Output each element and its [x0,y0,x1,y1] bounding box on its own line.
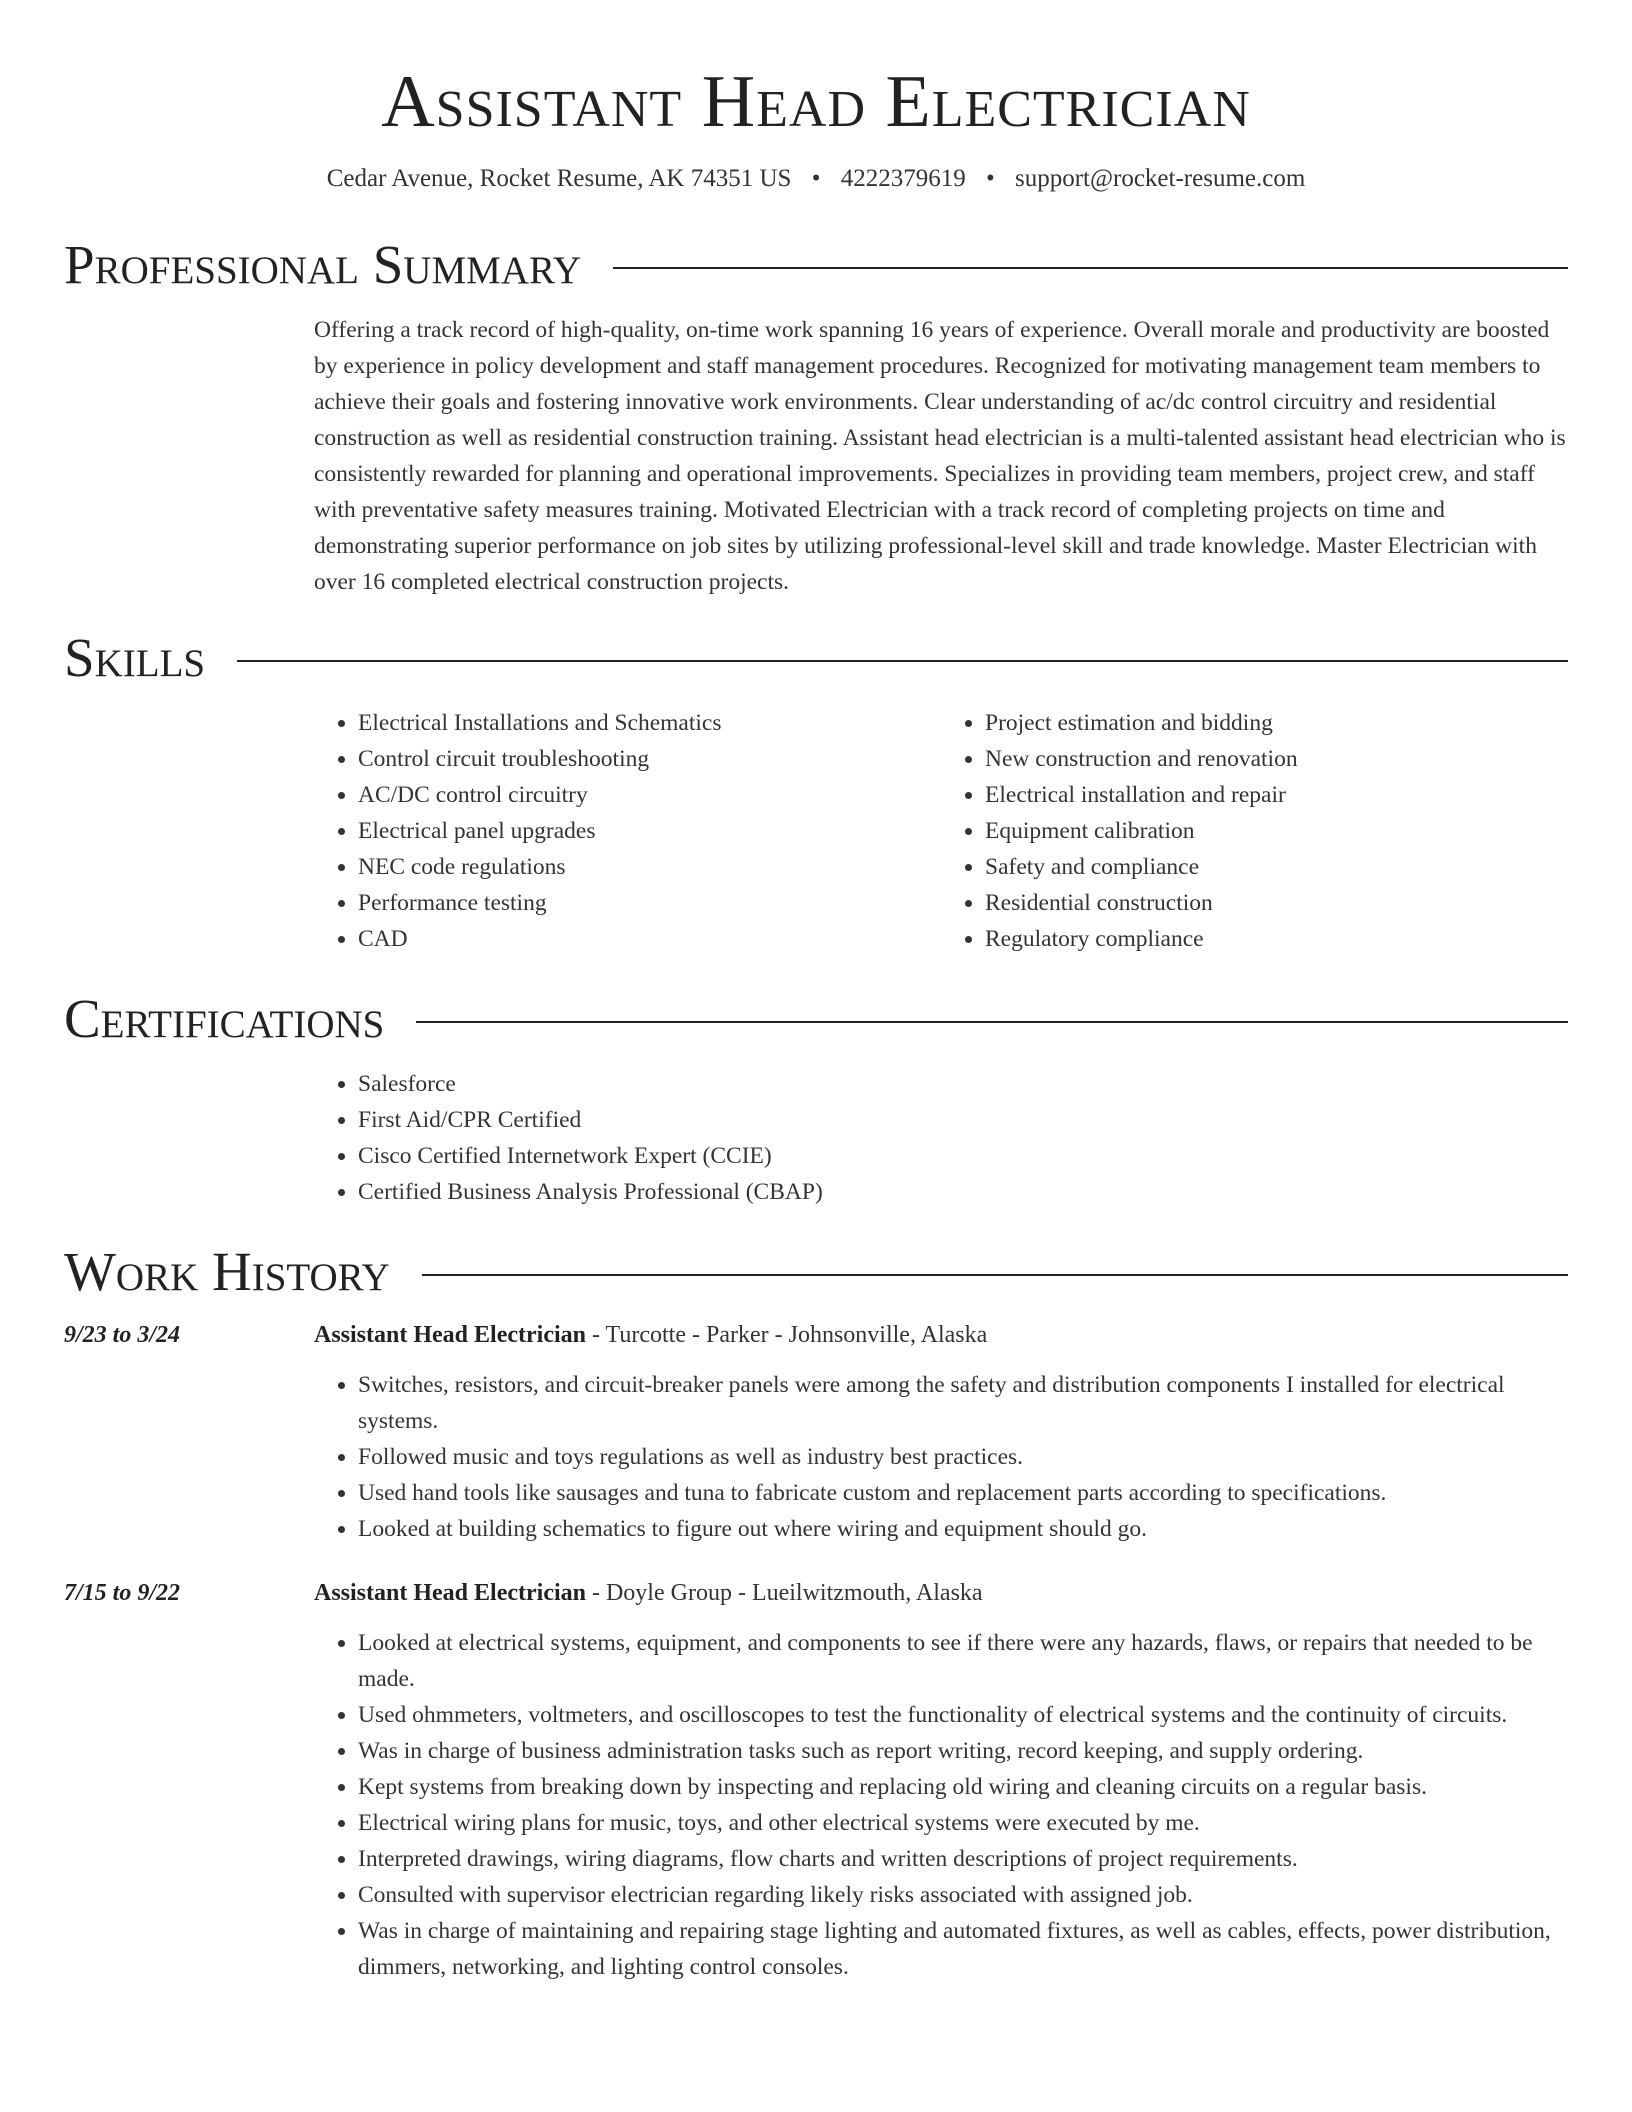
contact-address: Cedar Avenue, Rocket Resume, AK 74351 US [326,165,792,193]
list-item: • Residential construction [985,885,1568,921]
job-duties-list [314,1367,1568,1547]
job-employer-location: - Doyle Group - Lueilwitzmouth, Alaska [585,1580,983,1607]
list-item: • Electrical installation and repair [985,777,1568,813]
job-title: Assistant Head Electrician [314,1580,586,1607]
list-item: • Certified Business Analysis Professional (CBAP) [358,1174,1568,1210]
job-heading [314,1317,1568,1353]
contact-email: support@rocket-resume.com [1014,165,1306,193]
list-item: • First Aid/CPR Certified [358,1102,1568,1138]
list-item: • Used hand tools like sausages and tuna to fabricate custom and replacement parts according to specifications. [358,1475,1568,1511]
contact-line [64,165,1568,193]
job-duties-list [314,1625,1568,1985]
list-item: • Regulatory compliance [985,921,1568,957]
contact-separator: • [985,165,995,193]
list-item: • Electrical panel upgrades [358,813,941,849]
summary-section-title: Professional Summary [64,234,582,296]
summary-body [314,312,1568,600]
list-item: • Equipment calibration [985,813,1568,849]
skills-right-list [941,705,1568,957]
section-divider [416,1021,1568,1023]
list-item: • Kept systems from breaking down by inspecting and replacing old wiring and cleaning circuits on a regular basis. [358,1769,1568,1805]
list-item: • Project estimation and bidding [985,705,1568,741]
list-item: • Performance testing [358,885,941,921]
list-item: • Salesforce [358,1066,1568,1102]
list-item: • Safety and compliance [985,849,1568,885]
list-item: • Electrical wiring plans for music, toys, and other electrical systems were executed by me. [358,1805,1568,1841]
job-dates: 9/23 to 3/24 [64,1322,181,1349]
list-item: • Looked at electrical systems, equipment, and components to see if there were any hazards, flaws, or repairs that needed to be made. [358,1625,1568,1697]
list-item: • Consulted with supervisor electrician regarding likely risks associated with assigned job. [358,1877,1568,1913]
candidate-name: Assistant Head Electrician [381,61,1251,143]
contact-separator: • [811,165,821,193]
skills-column-right [941,705,1568,957]
job-content [314,1575,1568,1985]
certifications-list [314,1066,1568,1210]
section-divider [237,660,1568,662]
list-item: • Was in charge of maintaining and repairing stage lighting and automated fixtures, as well as cables, effects, power distribution, dimmers, networking, and lighting control consoles. [358,1913,1568,1985]
section-divider [613,267,1568,269]
section-divider [422,1274,1568,1276]
skills-column-left [314,705,941,957]
list-item: • Followed music and toys regulations as well as industry best practices. [358,1439,1568,1475]
contact-phone: 4222379619 [840,165,966,193]
skills-section-title: Skills [64,627,206,689]
job-dates: 7/15 to 9/22 [64,1580,181,1607]
list-item: • CAD [358,921,941,957]
list-item: • Interpreted drawings, wiring diagrams, flow charts and written descriptions of project requirements. [358,1841,1568,1877]
job-entry [64,1575,1568,1985]
summary-text: Offering a track record of high-quality, on-time work spanning 16 years of experience. Overall morale and productivity are boosted by experience in policy development and staff management procedures. Recognized for motivating management team members to achieve their goals and fostering innovative work environments. Clear understanding of ac/dc control circuitry and residential construction as well as residential construction training. Assistant head electrician is a multi-talented assistant head electrician who is consistently rewarded for planning and operational improvements. Specializes in providing team members, project crew, and staff with preventative safety measures training. Motivated Electrician with a track record of completing projects on time and demonstrating superior performance on job sites by utilizing professional-level skill and trade knowledge. Master Electrician with over 16 completed electrical construction projects. [314,317,1566,596]
list-item: • NEC code regulations [358,849,941,885]
skills-left-list [314,705,941,957]
list-item: • Control circuit troubleshooting [358,741,941,777]
list-item: • AC/DC control circuitry [358,777,941,813]
list-item: • Cisco Certified Internetwork Expert (CCIE) [358,1138,1568,1174]
job-content [314,1317,1568,1547]
list-item: • New construction and renovation [985,741,1568,777]
job-employer-location: - Turcotte - Parker - Johnsonville, Alaska [585,1322,988,1349]
certifications-section-header [64,988,1568,1050]
certifications-body [314,1066,1568,1210]
job-title: Assistant Head Electrician [314,1322,586,1349]
work-section-header [64,1241,1568,1303]
skills-section-header [64,627,1568,689]
list-item: • Used ohmmeters, voltmeters, and oscilloscopes to test the functionality of electrical systems and the continuity of circuits. [358,1697,1568,1733]
work-section-title: Work History [64,1241,390,1303]
skills-list [314,705,1568,957]
work-history-list [64,1317,1568,1985]
list-item: • Switches, resistors, and circuit-breaker panels were among the safety and distribution components I installed for electrical systems. [358,1367,1568,1439]
summary-section-header [64,234,1568,296]
job-heading [314,1575,1568,1611]
list-item: • Was in charge of business administration tasks such as report writing, record keeping, and supply ordering. [358,1733,1568,1769]
certifications-section-title: Certifications [64,988,385,1050]
list-item: • Electrical Installations and Schematics [358,705,941,741]
job-entry [64,1317,1568,1547]
list-item: • Looked at building schematics to figure out where wiring and equipment should go. [358,1511,1568,1547]
